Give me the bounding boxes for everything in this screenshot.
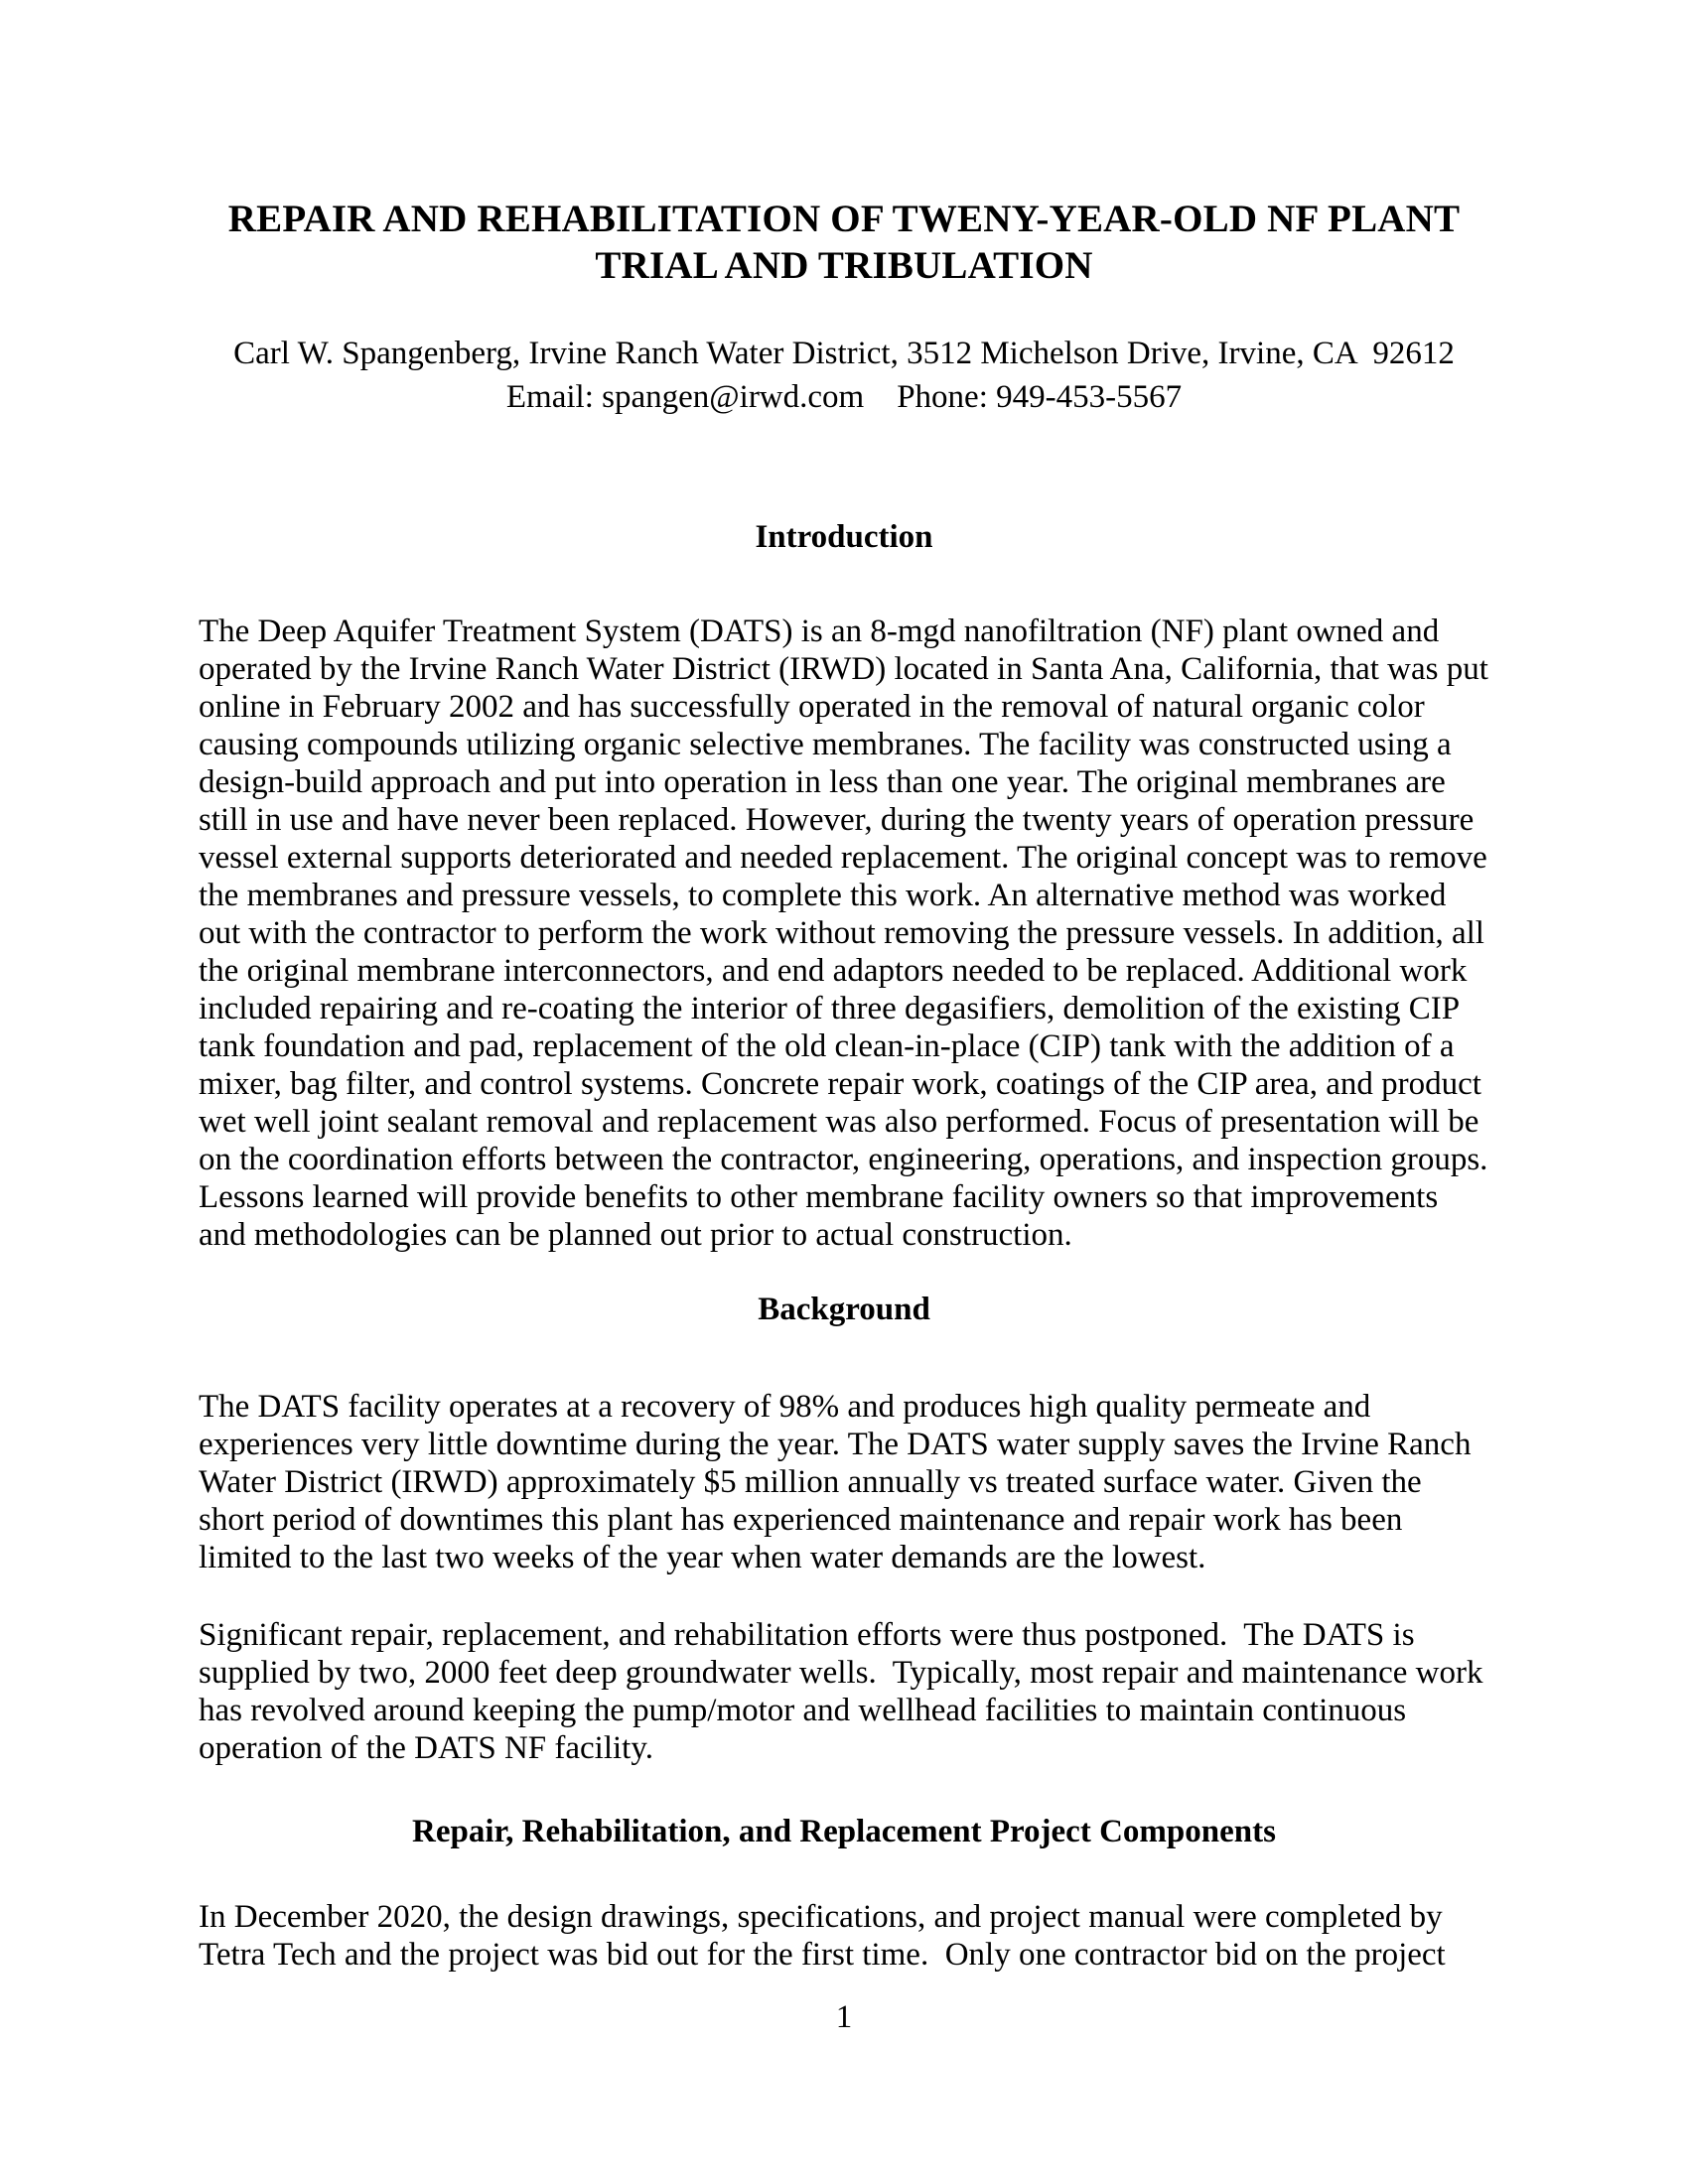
heading-background: Background	[758, 1292, 930, 1327]
introduction-paragraph: The Deep Aquifer Treatment System (DATS) is an 8-mgd nanofiltration (NF) plant owned and operated by the Irvine Ranch Water District (IRWD) located in Santa Ana, California, that was put online in February 2002 and has successfully operated in the removal of natural organic color causing compounds utilizing organic selective membranes. The facility was constructed using a design-build approach and put into operation in less than one year. The original membranes are still in use and have never been replaced. However, during the twenty years of operation pressure vessel external supports deteriorated and needed replacement. The original concept was to remove the membranes and pressure vessels, to complete this work. An alternative method was worked out with the contractor to perform the work without removing the pressure vessels. In addition, all the original membrane interconnectors, and end adaptors needed to be replaced. Additional work included repairing and re-coating the interior of three degasifiers, demolition of the existing CIP tank foundation and pad, replacement of the old clean-in-place (CIP) tank with the addition of a mixer, bag filter, and control systems. Concrete repair work, coatings of the CIP area, and product wet well joint sealant removal and replacement was also performed. Focus of presentation will be on the coordination efforts between the contractor, engineering, operations, and inspection groups. Lessons learned will provide benefits to other membrane facility owners so that improvements and methodologies can be planned out prior to actual construction.	[199, 614, 1497, 1253]
heading-project-components: Repair, Rehabilitation, and Replacement Project Components	[412, 1814, 1276, 1849]
title-line-2: TRIAL AND TRIBULATION	[595, 244, 1093, 287]
author-affiliation: Carl W. Spangenberg, Irvine Ranch Water District, 3512 Michelson Drive, Irvine, CA 92612	[233, 336, 1455, 371]
page-number: 1	[835, 1999, 853, 2035]
author-contact: Email: spangen@irwd.com Phone: 949-453-5567	[505, 379, 1183, 415]
background-paragraph-1: The DATS facility operates at a recovery of 98% and produces high quality permeate and experiences very little downtime during the year. The DATS water supply saves the Irvine Ranch Water District (IRWD) approximately $5 million annually vs treated surface water. Given the short period of downtimes this plant has experienced maintenance and repair work has been limited to the last two weeks of the year when water demands are the lowest.	[199, 1389, 1479, 1575]
section-project-components	[199, 1813, 1489, 1974]
heading-introduction: Introduction	[755, 519, 933, 555]
title-line-1: REPAIR AND REHABILITATION OF TWENY-YEAR-OLD NF PLANT	[227, 198, 1461, 240]
section-background	[199, 1291, 1489, 1767]
paper-title	[199, 196, 1489, 289]
section-introduction	[199, 518, 1497, 1254]
author-block	[199, 332, 1489, 419]
background-paragraph-2: Significant repair, replacement, and rehabilitation efforts were thus postponed. The DATS is supplied by two, 2000 feet deep groundwater wells. Typically, most repair and maintenance work has revolved around keeping the pump/motor and wellhead facilities to maintain continuous operation of the DATS NF facility.	[199, 1617, 1491, 1766]
project-components-paragraph: In December 2020, the design drawings, specifications, and project manual were completed by Tetra Tech and the project was bid out for the first time. Only one contractor bid on the project	[199, 1899, 1451, 1973]
